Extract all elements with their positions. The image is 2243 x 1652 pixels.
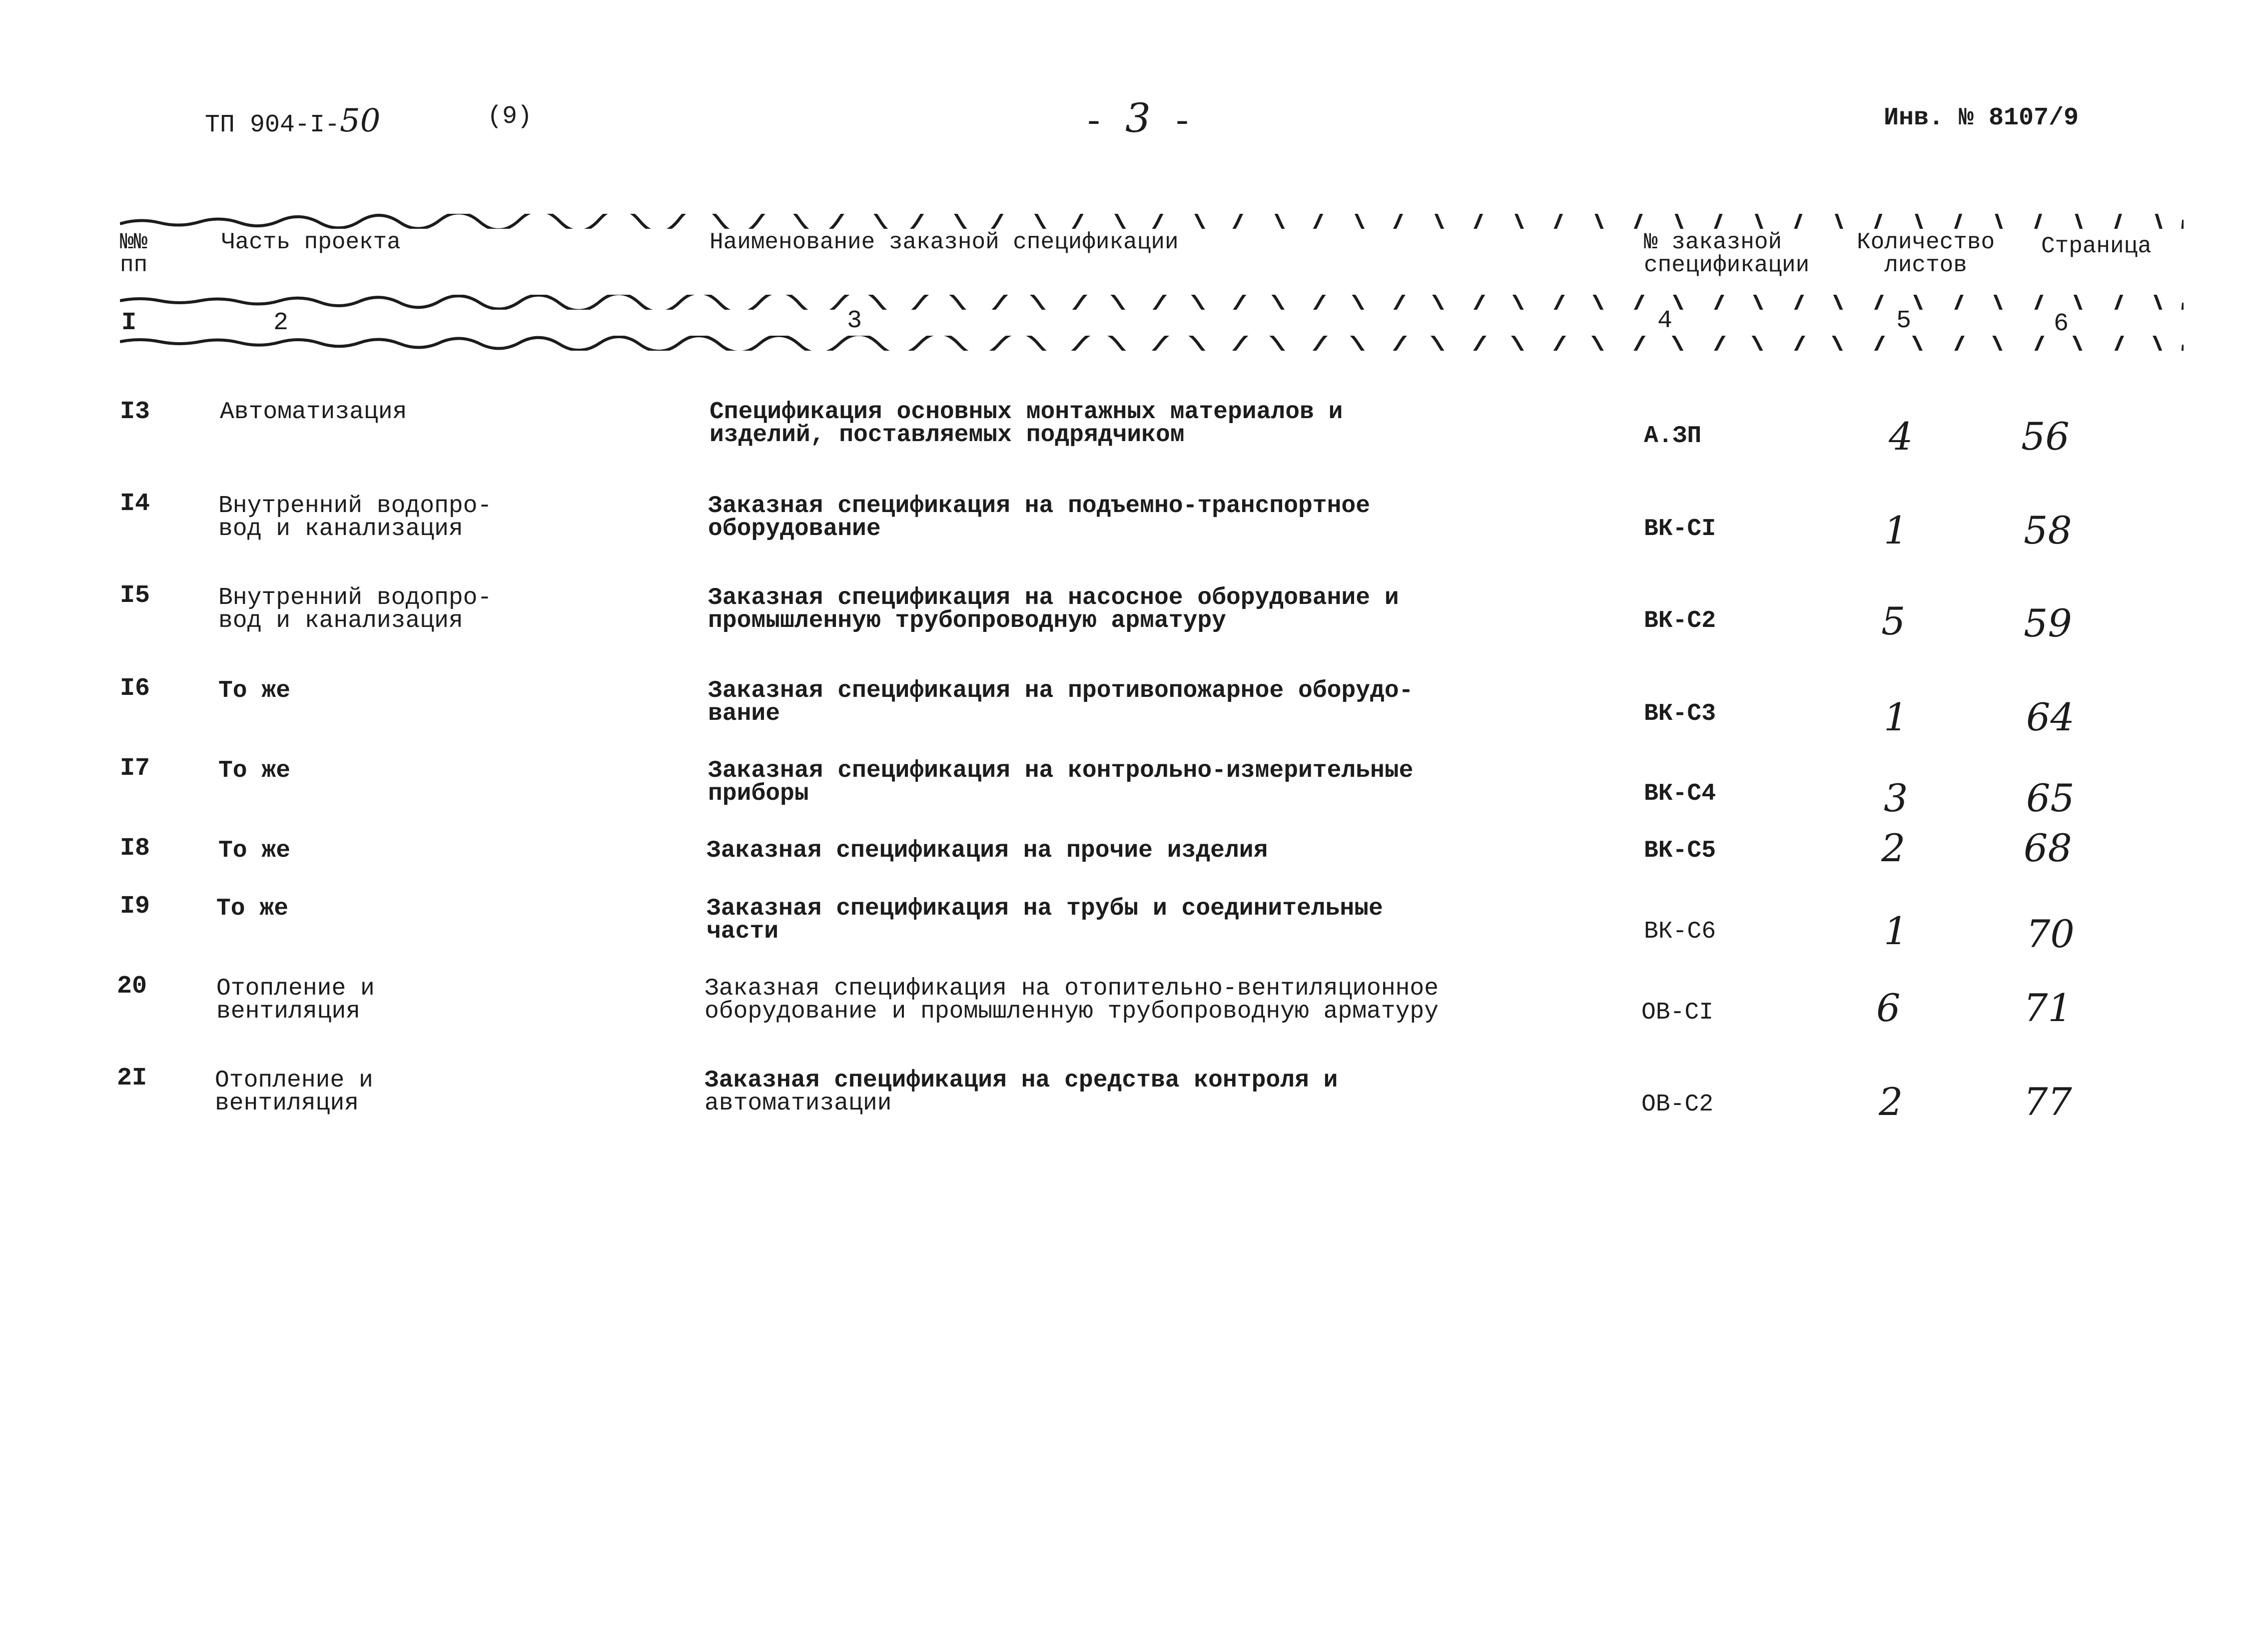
- row-spec-name: [705, 977, 1439, 1023]
- row-spec-name-line: Заказная спецификация на средства контроля и: [705, 1067, 1338, 1094]
- row-part: [220, 401, 407, 424]
- row-page: 77: [2024, 1080, 2072, 1124]
- row-number: 20: [117, 972, 147, 1001]
- row-spec-name-line: вание: [708, 700, 780, 727]
- row-part: [218, 679, 290, 702]
- col-head-spec-line1: № заказной: [1644, 229, 1782, 255]
- row-number: I9: [120, 892, 150, 921]
- col-head-name: Наименование заказной спецификации: [710, 229, 1179, 255]
- row-number: I3: [120, 398, 150, 426]
- row-number: I6: [120, 674, 150, 703]
- col-head-spec-line2: спецификации: [1644, 252, 1810, 278]
- row-part-line: вод и канализация: [218, 607, 463, 634]
- col-head-part: Часть проекта: [221, 229, 401, 255]
- row-part-line: вентиляция: [215, 1090, 359, 1117]
- row-page: 58: [2024, 508, 2072, 552]
- row-part-line: Отопление и: [215, 1067, 373, 1094]
- inventory-number: Инв. № 8107/9: [1884, 104, 2079, 132]
- row-spec-name-line: Заказная спецификация на противопожарное оборудо-: [708, 677, 1414, 704]
- col-number-6: 6: [2054, 310, 2069, 338]
- row-part-line: То же: [218, 757, 291, 784]
- row-sheet-count: 2: [1879, 1080, 1903, 1124]
- row-spec-name: [705, 1069, 1338, 1115]
- row-spec-name: [708, 759, 1413, 805]
- row-part: [218, 495, 492, 541]
- row-spec-name-line: Заказная спецификация на контрольно-измерительные: [708, 757, 1414, 784]
- row-spec-code: ОВ-СІ: [1641, 999, 1714, 1026]
- col-head-number: [120, 231, 147, 277]
- row-spec-code: ВК-С5: [1644, 837, 1716, 864]
- row-number: I8: [120, 834, 150, 863]
- sheet-number: (9): [487, 102, 533, 131]
- row-number: I5: [120, 581, 150, 610]
- row-spec-code: ВК-С6: [1644, 918, 1716, 945]
- row-sheet-count: 6: [1876, 986, 1901, 1030]
- col-number-5: 5: [1896, 307, 1912, 335]
- row-spec-name-line: Спецификация основных монтажных материалов и: [710, 399, 1343, 426]
- row-spec-code: ВК-С3: [1644, 700, 1716, 727]
- table-top-rule: [120, 214, 2184, 229]
- table-numbers-rule: [120, 336, 2184, 351]
- row-part-line: вентиляция: [216, 998, 361, 1025]
- row-number: 2I: [117, 1064, 147, 1093]
- row-spec-code: А.ЗП: [1644, 423, 1702, 450]
- row-number: I4: [120, 490, 150, 518]
- row-number: I7: [120, 754, 150, 783]
- col-head-number-line2: пп: [120, 252, 148, 278]
- col-head-page: Страница: [2041, 233, 2152, 259]
- row-part-line: вод и канализация: [218, 516, 463, 543]
- row-sheet-count: 1: [1884, 695, 1908, 739]
- row-page: 68: [2024, 826, 2072, 870]
- doc-code-prefix: ТП 904-І-: [205, 111, 340, 139]
- row-page: 70: [2026, 912, 2075, 956]
- row-part: [218, 759, 290, 782]
- row-spec-name: [707, 839, 1268, 862]
- row-sheet-count: 2: [1881, 826, 1906, 870]
- row-part: [218, 839, 290, 862]
- row-part: [218, 586, 492, 632]
- row-page: 56: [2021, 414, 2070, 459]
- row-sheet-count: 3: [1884, 776, 1908, 820]
- table-header-rule: [120, 295, 2184, 310]
- row-sheet-count: 5: [1881, 599, 1906, 643]
- row-spec-name-line: приборы: [708, 780, 809, 807]
- row-spec-name-line: Заказная спецификация на трубы и соединительные: [707, 895, 1383, 922]
- col-head-number-line1: №№: [120, 229, 148, 255]
- row-spec-name: [708, 679, 1413, 725]
- row-spec-name: [707, 897, 1383, 943]
- row-spec-name-line: оборудование и промышленную трубопроводную арматуру: [705, 998, 1439, 1025]
- row-spec-name-line: Заказная спецификация на отопительно-вентиляционное: [705, 975, 1439, 1002]
- row-spec-name-line: Заказная спецификация на прочие изделия: [707, 837, 1268, 864]
- row-page: 65: [2026, 776, 2075, 820]
- row-spec-name-line: автоматизации: [705, 1090, 892, 1117]
- row-spec-name-line: Заказная спецификация на подъемно-транспортное: [708, 493, 1371, 520]
- col-head-sheets-line2: листов: [1884, 252, 1967, 278]
- row-spec-name-line: Заказная спецификация на насосное оборудование и: [708, 584, 1399, 611]
- row-spec-code: ОВ-С2: [1641, 1091, 1714, 1118]
- row-sheet-count: 4: [1889, 414, 1913, 459]
- row-part-line: То же: [218, 677, 291, 704]
- row-spec-name-line: промышленную трубопроводную арматуру: [708, 607, 1226, 634]
- row-part: [216, 977, 375, 1023]
- row-sheet-count: 1: [1884, 909, 1908, 953]
- page-dash-left: -: [1083, 103, 1105, 143]
- page-number: [1083, 95, 1193, 143]
- row-spec-name-line: части: [707, 918, 779, 945]
- row-part-line: Внутренний водопро-: [218, 584, 492, 611]
- page-dash-right: -: [1171, 103, 1193, 143]
- row-page: 71: [2024, 986, 2072, 1030]
- col-head-sheets-line1: Количество: [1857, 229, 1995, 255]
- row-spec-name: [710, 401, 1343, 447]
- row-part-line: То же: [216, 895, 289, 922]
- col-number-4: 4: [1657, 307, 1673, 335]
- row-part-line: Внутренний водопро-: [218, 493, 492, 520]
- doc-code: [205, 102, 380, 139]
- row-part: [216, 897, 288, 920]
- row-page: 59: [2024, 601, 2072, 645]
- row-page: 64: [2026, 695, 2075, 739]
- row-part-line: Отопление и: [216, 975, 375, 1002]
- row-spec-name: [708, 586, 1399, 632]
- row-spec-code: ВК-С2: [1644, 607, 1716, 634]
- col-head-spec-number: [1644, 231, 1809, 277]
- row-spec-name-line: изделий, поставляемых подрядчиком: [710, 422, 1185, 449]
- page-number-value: 3: [1125, 95, 1151, 141]
- col-number-2: 2: [273, 309, 289, 337]
- row-part-line: Автоматизация: [220, 399, 407, 426]
- col-number-3: 3: [847, 307, 862, 335]
- col-head-sheets: [1857, 231, 1995, 277]
- row-spec-code: ВК-С4: [1644, 780, 1716, 807]
- col-number-1: I: [121, 309, 137, 337]
- row-spec-name-line: оборудование: [708, 516, 881, 543]
- row-sheet-count: 1: [1884, 508, 1908, 552]
- row-part: [215, 1069, 373, 1115]
- row-spec-code: ВК-СІ: [1644, 516, 1716, 543]
- row-spec-name: [708, 495, 1370, 541]
- doc-code-handwritten: 50: [340, 102, 381, 139]
- row-part-line: То же: [218, 837, 291, 864]
